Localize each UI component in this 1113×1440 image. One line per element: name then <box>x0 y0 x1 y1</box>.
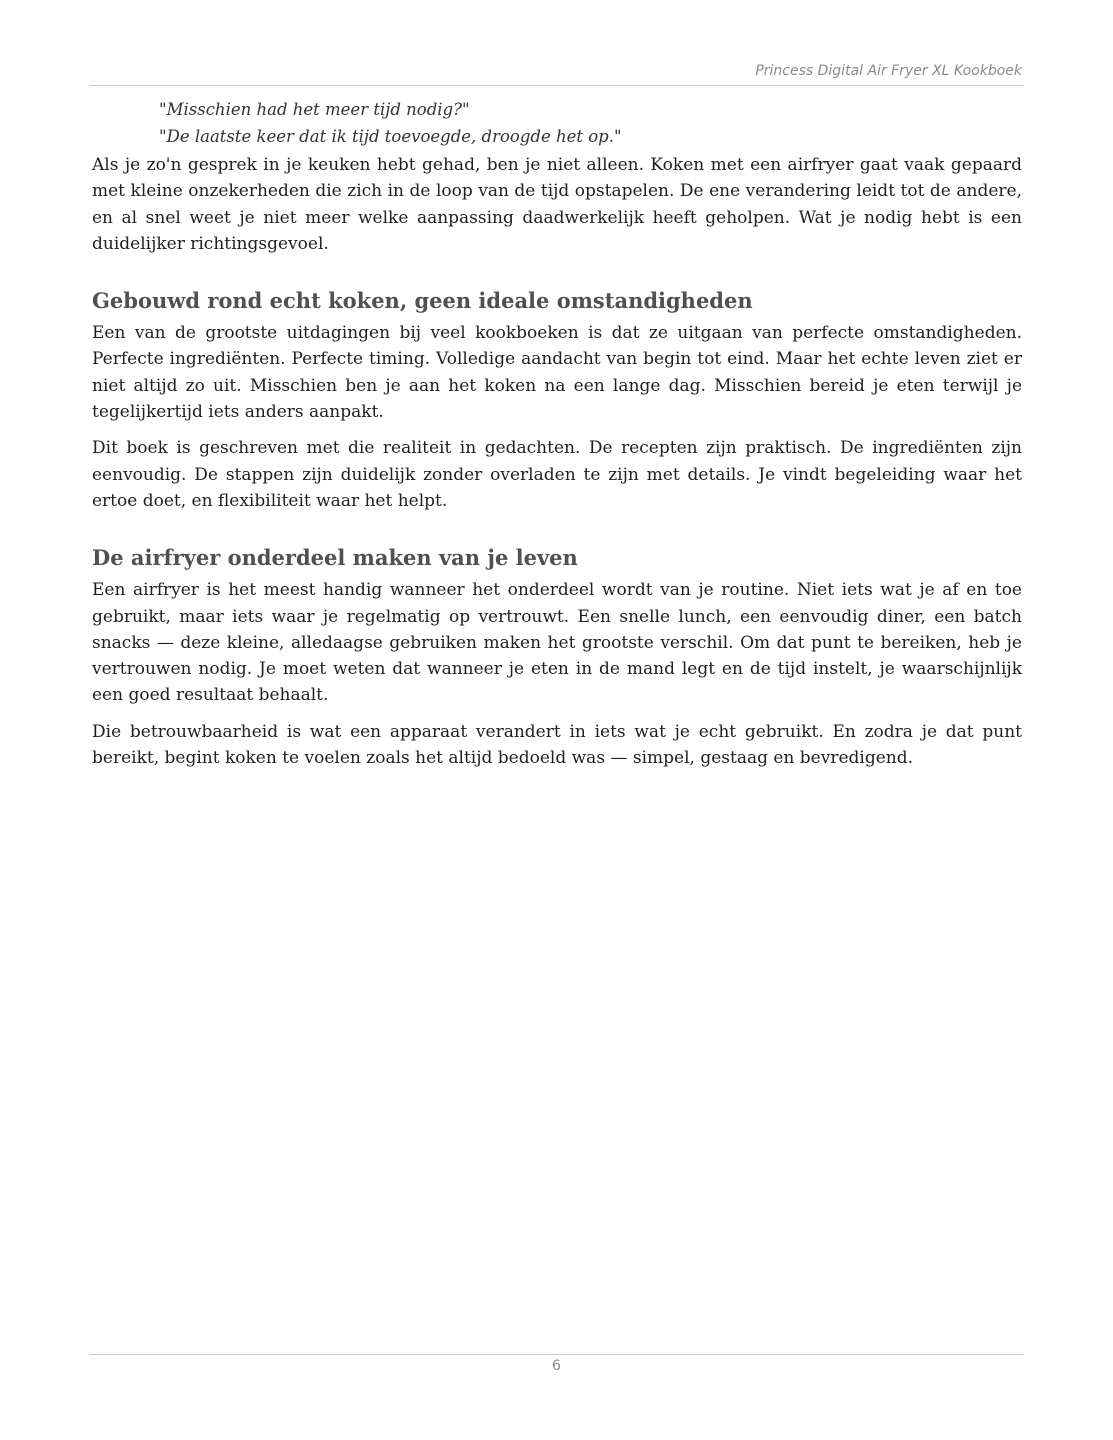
footer-divider <box>89 1354 1024 1355</box>
section-heading: Gebouwd rond echt koken, geen ideale omstandigheden <box>92 288 753 314</box>
section-paragraph: Dit boek is geschreven met die realiteit in gedachten. De recepten zijn praktisch. De ingrediënten zijn eenvoudig. De stappen zijn duidelijk zonder overladen te zijn met details. Je vindt begeleiding waar het ertoe doet, en flexibiliteit waar het helpt. <box>92 438 1022 511</box>
page-number: 6 <box>552 1358 561 1374</box>
running-header-title: Princess Digital Air Fryer XL Kookboek <box>755 63 1022 79</box>
header-divider <box>89 85 1024 86</box>
page-body <box>92 96 1022 781</box>
quote-line: "Misschien had het meer tijd nodig?" <box>159 100 470 119</box>
section-paragraph: Een airfryer is het meest handig wanneer het onderdeel wordt van je routine. Niet iets wat je af en toe gebruikt, maar iets waar je regelmatig op vertrouwt. Een snelle lunch, een eenvoudig diner, een batch snacks — deze kleine, alledaagse gebruiken maken het grootste verschil. Om dat punt te bereiken, heb je vertrouwen nodig. Je moet weten dat wanneer je eten in de mand legt en de tijd instelt, je waarschijnlijk een goed resultaat behaalt. <box>92 580 1022 706</box>
section-heading: De airfryer onderdeel maken van je leven <box>92 545 578 571</box>
section-paragraph: Die betrouwbaarheid is wat een apparaat verandert in iets wat je echt gebruikt. En zodra je dat punt bereikt, begint koken te voelen zoals het altijd bedoeld was — simpel, gestaag en bevredigend. <box>92 721 1022 769</box>
quote-line: "De laatste keer dat ik tijd toevoegde, droogde het op." <box>159 127 622 146</box>
section-paragraph: Een van de grootste uitdagingen bij veel kookboeken is dat ze uitgaan van perfecte omstandigheden. Perfecte ingrediënten. Perfecte timing. Volledige aandacht van begin tot eind. Maar het echte leven ziet er niet altijd zo uit. Misschien ben je aan het koken na een lange dag. Misschien bereid je eten terwijl je tegelijkertijd iets anders aanpakt. <box>92 323 1022 423</box>
intro-paragraph: Als je zo'n gesprek in je keuken hebt gehad, ben je niet alleen. Koken met een airfryer gaat vaak gepaard met kleine onzekerheden die zich in de loop van de tijd opstapelen. De ene verandering leidt tot de andere, en al snel weet je niet meer welke aanpassing daadwerkelijk heeft geholpen. Wat je nodig hebt is een duidelijker richtingsgevoel. <box>92 155 1022 254</box>
